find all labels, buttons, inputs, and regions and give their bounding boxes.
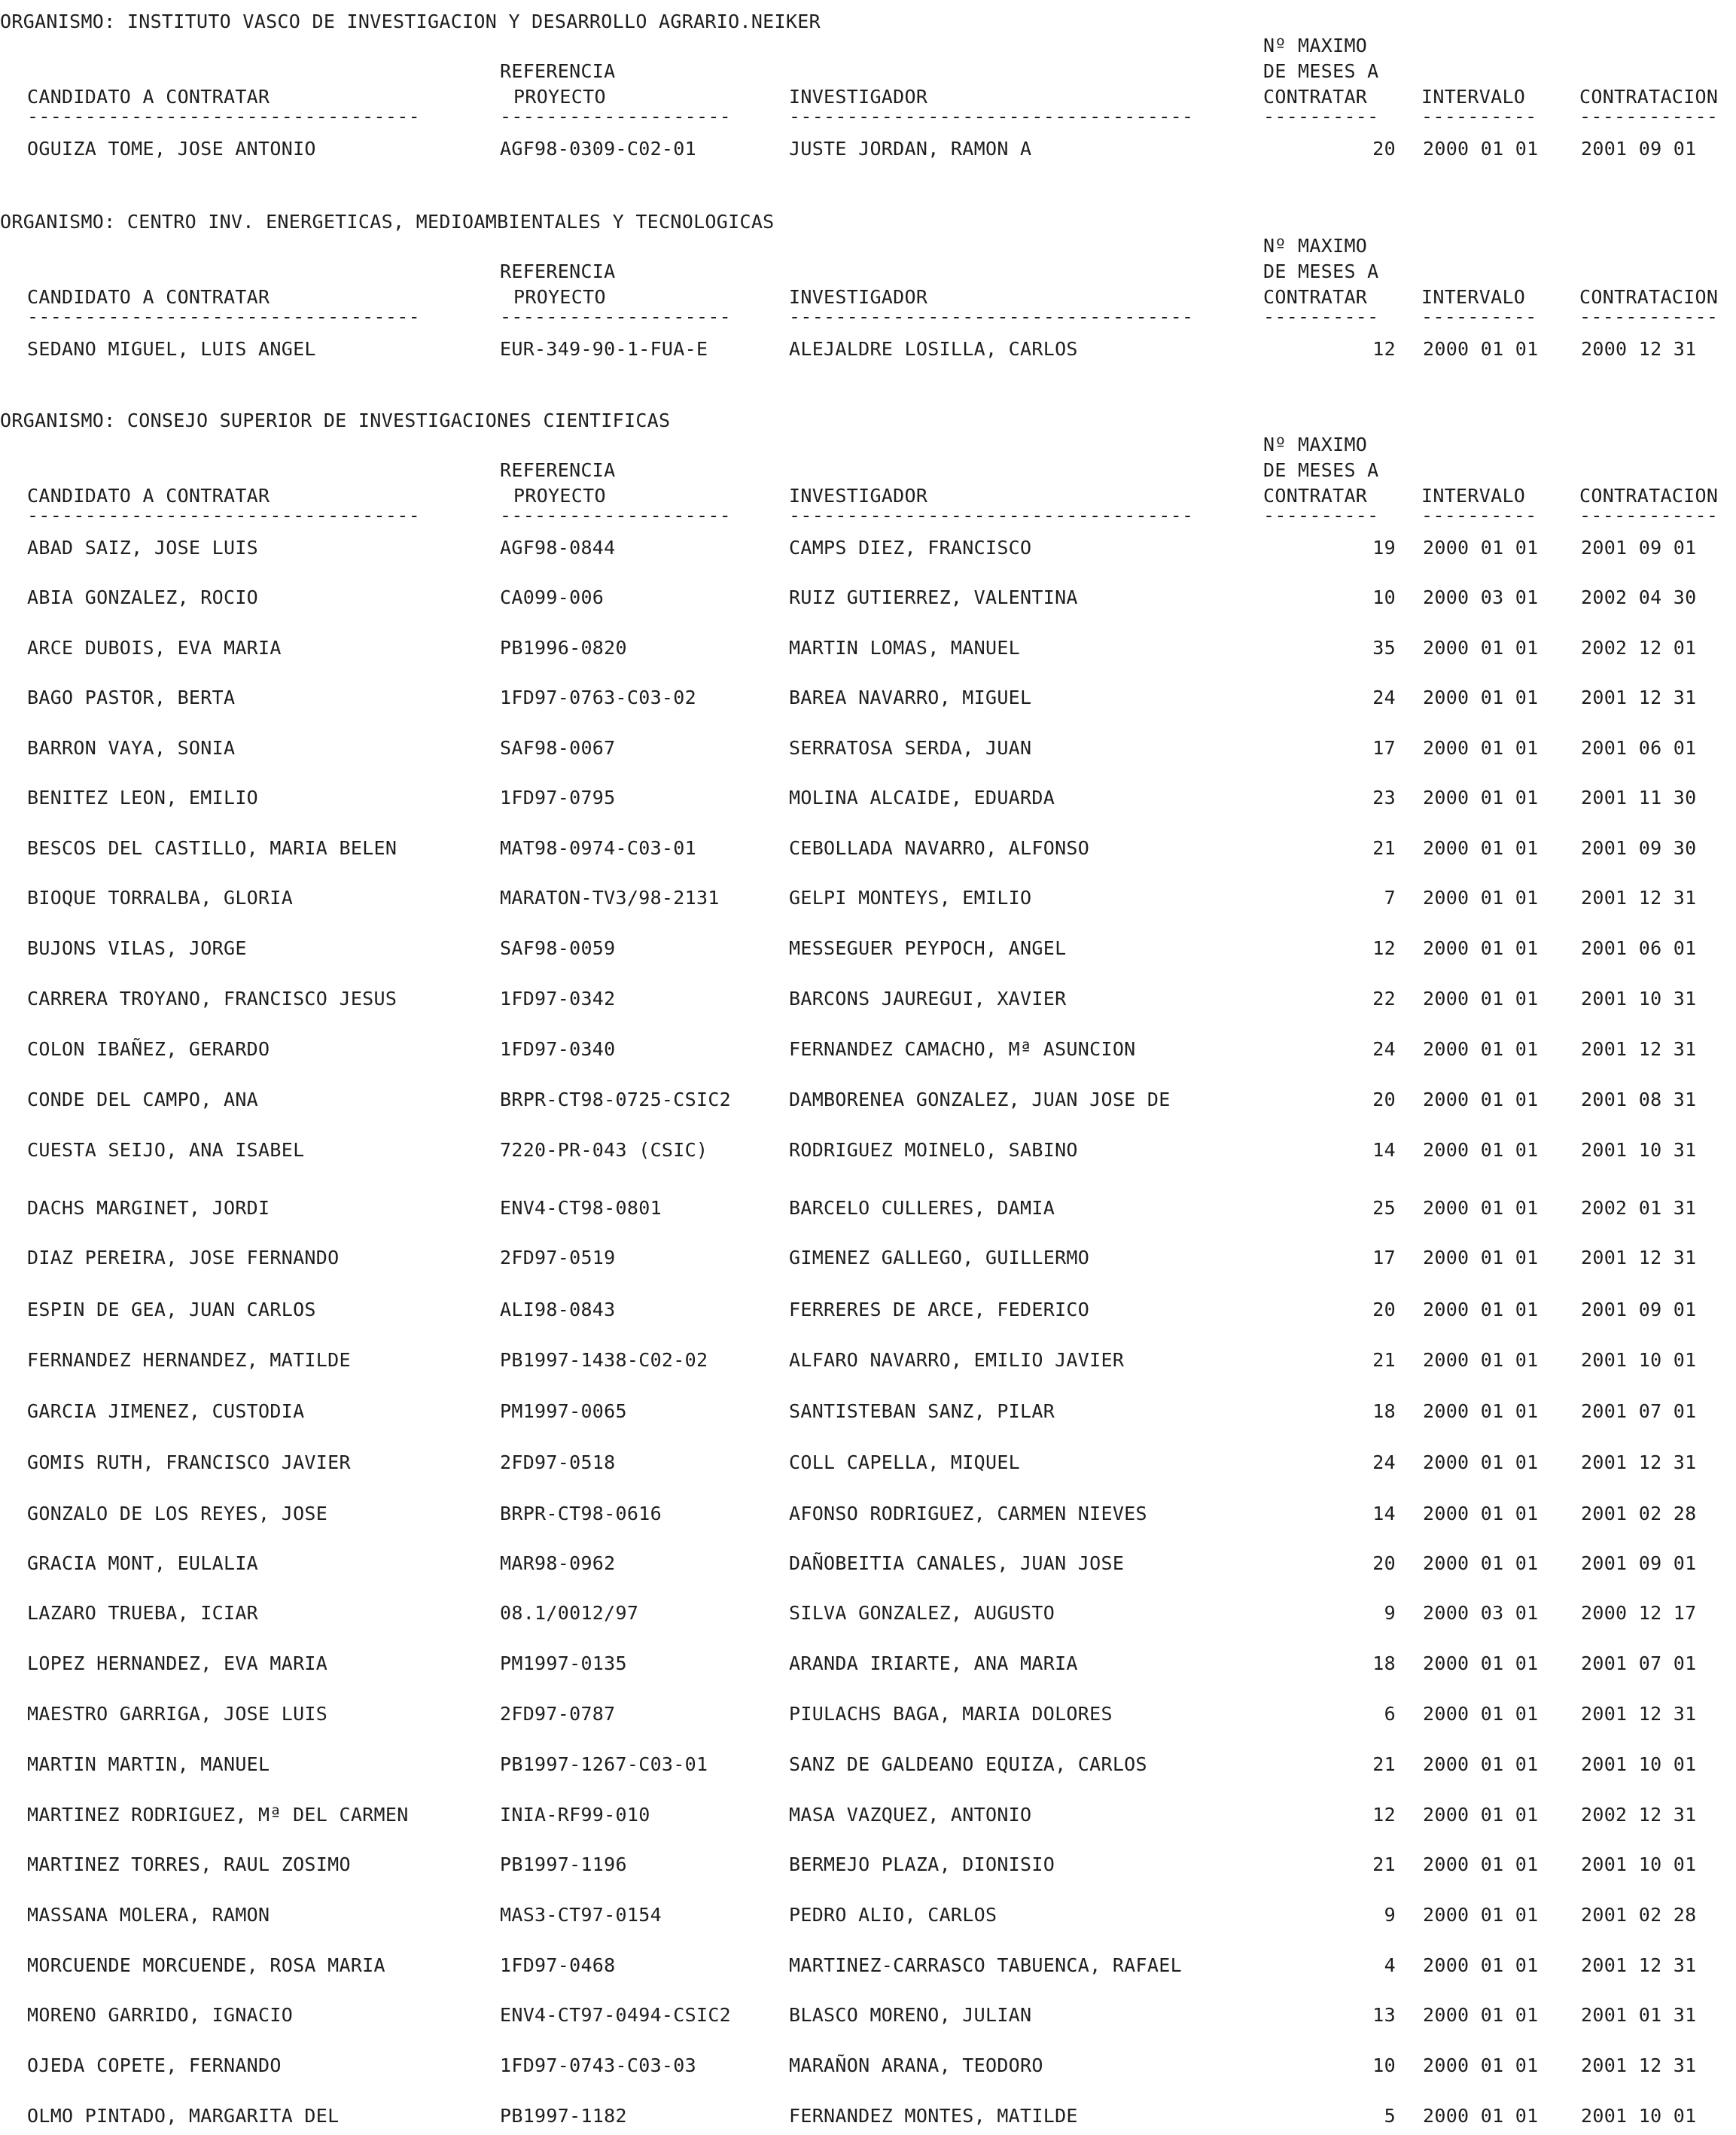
table-row — [0, 2105, 1736, 2135]
meses-cell: 20 — [1372, 138, 1396, 160]
intervalo-cell: 2000 01 01 — [1423, 1197, 1539, 1219]
candidato-cell: MAESTRO GARRIGA, JOSE LUIS — [27, 1703, 328, 1725]
header-referencia: REFERENCIA — [500, 459, 616, 481]
referencia-cell: ENV4-CT98-0801 — [500, 1197, 662, 1219]
dash-max: ---------- — [1263, 306, 1379, 327]
meses-cell: 12 — [1372, 338, 1396, 360]
referencia-cell: MAS3-CT97-0154 — [500, 1904, 662, 1926]
header-proyecto: PROYECTO — [513, 485, 606, 507]
investigador-cell: DAÑOBEITIA CANALES, JUAN JOSE — [789, 1552, 1125, 1574]
contratacion-cell: 2001 12 31 — [1581, 687, 1697, 708]
referencia-cell: 08.1/0012/97 — [500, 1602, 639, 1624]
investigador-cell: JUSTE JORDAN, RAMON A — [789, 138, 1032, 160]
meses-cell: 22 — [1372, 988, 1396, 1010]
referencia-cell: 1FD97-0340 — [500, 1038, 616, 1060]
candidato-cell: DACHS MARGINET, JORDI — [27, 1197, 270, 1219]
candidato-cell: GARCIA JIMENEZ, CUSTODIA — [27, 1400, 305, 1422]
investigador-cell: MARTIN LOMAS, MANUEL — [789, 637, 1021, 659]
contratacion-cell: 2001 10 01 — [1581, 1349, 1697, 1371]
contratacion-cell: 2001 08 31 — [1581, 1089, 1697, 1110]
investigador-cell: RODRIGUEZ MOINELO, SABINO — [789, 1139, 1078, 1161]
intervalo-cell: 2000 01 01 — [1423, 1552, 1539, 1574]
contratacion-cell: 2001 09 01 — [1581, 1552, 1697, 1574]
referencia-cell: PM1997-0065 — [500, 1400, 627, 1422]
intervalo-cell: 2000 01 01 — [1423, 737, 1539, 759]
meses-cell: 25 — [1372, 1197, 1396, 1219]
candidato-cell: ABIA GONZALEZ, ROCIO — [27, 586, 259, 608]
header-investigador: INVESTIGADOR — [789, 485, 928, 507]
candidato-cell: ABAD SAIZ, JOSE LUIS — [27, 537, 259, 559]
contratacion-cell: 2001 10 01 — [1581, 2105, 1697, 2127]
header-contratacion: CONTRATACION — [1579, 485, 1719, 507]
table-row — [0, 1089, 1736, 1119]
intervalo-cell: 2000 01 01 — [1423, 2004, 1539, 2026]
candidato-cell: GRACIA MONT, EULALIA — [27, 1552, 259, 1574]
intervalo-cell: 2000 01 01 — [1423, 1853, 1539, 1875]
candidato-cell: ESPIN DE GEA, JUAN CARLOS — [27, 1299, 316, 1320]
meses-cell: 13 — [1372, 2004, 1396, 2026]
contratacion-cell: 2001 09 01 — [1581, 537, 1697, 559]
referencia-cell: 1FD97-0743-C03-03 — [500, 2054, 696, 2076]
investigador-cell: COLL CAPELLA, MIQUEL — [789, 1451, 1021, 1473]
header-max-line3: CONTRATAR — [1263, 86, 1368, 108]
dash-max: ---------- — [1263, 105, 1379, 127]
intervalo-cell: 2000 01 01 — [1423, 1139, 1539, 1161]
referencia-cell: BRPR-CT98-0616 — [500, 1503, 662, 1524]
contratacion-cell: 2001 09 01 — [1581, 1299, 1697, 1320]
contratacion-cell: 2002 12 31 — [1581, 1804, 1697, 1826]
candidato-cell: COLON IBAÑEZ, GERARDO — [27, 1038, 270, 1060]
candidato-cell: DIAZ PEREIRA, JOSE FERNANDO — [27, 1247, 340, 1269]
referencia-cell: PB1997-1196 — [500, 1853, 627, 1875]
referencia-cell: ENV4-CT97-0494-CSIC2 — [500, 2004, 732, 2026]
table-row — [0, 1652, 1736, 1683]
table-row — [0, 1451, 1736, 1482]
investigador-cell: GIMENEZ GALLEGO, GUILLERMO — [789, 1247, 1090, 1269]
intervalo-cell: 2000 01 01 — [1423, 1503, 1539, 1524]
meses-cell: 10 — [1372, 586, 1396, 608]
table-row — [0, 837, 1736, 867]
meses-cell: 18 — [1372, 1652, 1396, 1674]
intervalo-cell: 2000 01 01 — [1423, 937, 1539, 959]
table-row — [0, 1247, 1736, 1277]
candidato-cell: CONDE DEL CAMPO, ANA — [27, 1089, 259, 1110]
referencia-cell: AGF98-0844 — [500, 537, 616, 559]
table-row — [0, 586, 1736, 617]
dash-max: ---------- — [1263, 504, 1379, 526]
candidato-cell: ARCE DUBOIS, EVA MARIA — [27, 637, 282, 659]
dash-intervalo: ---------- — [1421, 105, 1537, 127]
investigador-cell: SILVA GONZALEZ, AUGUSTO — [789, 1602, 1055, 1624]
referencia-cell: 2FD97-0519 — [500, 1247, 616, 1269]
intervalo-cell: 2000 01 01 — [1423, 1804, 1539, 1826]
referencia-cell: PM1997-0135 — [500, 1652, 627, 1674]
investigador-cell: FERNANDEZ MONTES, MATILDE — [789, 2105, 1078, 2127]
table-row — [0, 1602, 1736, 1632]
intervalo-cell: 2000 01 01 — [1423, 1954, 1539, 1976]
intervalo-cell: 2000 01 01 — [1423, 537, 1539, 559]
meses-cell: 21 — [1372, 1753, 1396, 1775]
dash-investigador: ----------------------------------- — [789, 105, 1194, 127]
header-max-line3: CONTRATAR — [1263, 286, 1368, 308]
intervalo-cell: 2000 01 01 — [1423, 1349, 1539, 1371]
table-row — [0, 338, 1736, 368]
dash-investigador: ----------------------------------- — [789, 306, 1194, 327]
header-max-line2: DE MESES A — [1263, 60, 1379, 82]
table-row — [0, 2004, 1736, 2034]
table-row — [0, 737, 1736, 767]
investigador-cell: DAMBORENEA GONZALEZ, JUAN JOSE DE — [789, 1089, 1171, 1110]
investigador-cell: MARTINEZ-CARRASCO TABUENCA, RAFAEL — [789, 1954, 1182, 1976]
referencia-cell: MAT98-0974-C03-01 — [500, 837, 696, 859]
investigador-cell: PIULACHS BAGA, MARIA DOLORES — [789, 1703, 1113, 1725]
header-max-line3: CONTRATAR — [1263, 485, 1368, 507]
contratacion-cell: 2002 01 31 — [1581, 1197, 1697, 1219]
investigador-cell: BARCONS JAUREGUI, XAVIER — [789, 988, 1067, 1010]
referencia-cell: PB1996-0820 — [500, 637, 627, 659]
header-candidato: CANDIDATO A CONTRATAR — [27, 286, 270, 308]
intervalo-cell: 2000 01 01 — [1423, 1299, 1539, 1320]
candidato-cell: BARRON VAYA, SONIA — [27, 737, 236, 759]
header-referencia: REFERENCIA — [500, 60, 616, 82]
contratacion-cell: 2001 09 30 — [1581, 837, 1697, 859]
investigador-cell: AFONSO RODRIGUEZ, CARMEN NIEVES — [789, 1503, 1147, 1524]
candidato-cell: OGUIZA TOME, JOSE ANTONIO — [27, 138, 316, 160]
contratacion-cell: 2001 06 01 — [1581, 937, 1697, 959]
header-proyecto: PROYECTO — [513, 86, 606, 108]
table-row — [0, 1804, 1736, 1834]
referencia-cell: ALI98-0843 — [500, 1299, 616, 1320]
table-row — [0, 1400, 1736, 1430]
referencia-cell: MAR98-0962 — [500, 1552, 616, 1574]
referencia-cell: CA099-006 — [500, 586, 605, 608]
intervalo-cell: 2000 01 01 — [1423, 637, 1539, 659]
intervalo-cell: 2000 01 01 — [1423, 1703, 1539, 1725]
meses-cell: 9 — [1384, 1904, 1396, 1926]
meses-cell: 9 — [1384, 1602, 1396, 1624]
dash-contratacion: ------------ — [1579, 105, 1719, 127]
investigador-cell: ARANDA IRIARTE, ANA MARIA — [789, 1652, 1078, 1674]
candidato-cell: OLMO PINTADO, MARGARITA DEL — [27, 2105, 340, 2127]
dash-referencia: -------------------- — [500, 306, 732, 327]
meses-cell: 6 — [1384, 1703, 1396, 1725]
contratacion-cell: 2001 12 31 — [1581, 1954, 1697, 1976]
investigador-cell: RUIZ GUTIERREZ, VALENTINA — [789, 586, 1078, 608]
meses-cell: 20 — [1372, 1552, 1396, 1574]
header-intervalo: INTERVALO — [1421, 485, 1526, 507]
contratacion-cell: 2001 12 31 — [1581, 2054, 1697, 2076]
referencia-cell: SAF98-0059 — [500, 937, 616, 959]
referencia-cell: PB1997-1438-C02-02 — [500, 1349, 708, 1371]
contratacion-cell: 2001 09 01 — [1581, 138, 1697, 160]
table-row — [0, 1349, 1736, 1379]
table-row — [0, 1299, 1736, 1329]
intervalo-cell: 2000 01 01 — [1423, 1904, 1539, 1926]
header-max-line2: DE MESES A — [1263, 260, 1379, 282]
meses-cell: 21 — [1372, 1349, 1396, 1371]
intervalo-cell: 2000 03 01 — [1423, 1602, 1539, 1624]
meses-cell: 23 — [1372, 787, 1396, 809]
candidato-cell: CARRERA TROYANO, FRANCISCO JESUS — [27, 988, 397, 1010]
candidato-cell: BAGO PASTOR, BERTA — [27, 687, 236, 708]
intervalo-cell: 2000 01 01 — [1423, 2054, 1539, 2076]
header-intervalo: INTERVALO — [1421, 86, 1526, 108]
dash-candidato: ---------------------------------- — [27, 306, 420, 327]
candidato-cell: LAZARO TRUEBA, ICIAR — [27, 1602, 259, 1624]
intervalo-cell: 2000 01 01 — [1423, 1451, 1539, 1473]
meses-cell: 24 — [1372, 1451, 1396, 1473]
meses-cell: 10 — [1372, 2054, 1396, 2076]
contratacion-cell: 2001 10 01 — [1581, 1753, 1697, 1775]
meses-cell: 20 — [1372, 1089, 1396, 1110]
table-row — [0, 787, 1736, 817]
meses-cell: 21 — [1372, 837, 1396, 859]
candidato-cell: CUESTA SEIJO, ANA ISABEL — [27, 1139, 305, 1161]
candidato-cell: OJEDA COPETE, FERNANDO — [27, 2054, 282, 2076]
meses-cell: 4 — [1384, 1954, 1396, 1976]
header-proyecto: PROYECTO — [513, 286, 606, 308]
investigador-cell: BLASCO MORENO, JULIAN — [789, 2004, 1032, 2026]
organismo-section — [0, 399, 1736, 2127]
header-contratacion: CONTRATACION — [1579, 86, 1719, 108]
contratacion-cell: 2000 12 31 — [1581, 338, 1697, 360]
contratacion-cell: 2001 10 31 — [1581, 1139, 1697, 1161]
contratacion-cell: 2001 12 31 — [1581, 1451, 1697, 1473]
contratacion-cell: 2001 02 28 — [1581, 1904, 1697, 1926]
referencia-cell: PB1997-1267-C03-01 — [500, 1753, 708, 1775]
table-row — [0, 1552, 1736, 1582]
dash-referencia: -------------------- — [500, 504, 732, 526]
intervalo-cell: 2000 01 01 — [1423, 887, 1539, 909]
intervalo-cell: 2000 01 01 — [1423, 338, 1539, 360]
header-investigador: INVESTIGADOR — [789, 286, 928, 308]
dash-referencia: -------------------- — [500, 105, 732, 127]
candidato-cell: GONZALO DE LOS REYES, JOSE — [27, 1503, 328, 1524]
referencia-cell: AGF98-0309-C02-01 — [500, 138, 696, 160]
table-row — [0, 138, 1736, 168]
contratacion-cell: 2001 12 31 — [1581, 1038, 1697, 1060]
table-row — [0, 1904, 1736, 1934]
dash-intervalo: ---------- — [1421, 306, 1537, 327]
referencia-cell: 1FD97-0763-C03-02 — [500, 687, 696, 708]
meses-cell: 17 — [1372, 737, 1396, 759]
meses-cell: 14 — [1372, 1503, 1396, 1524]
investigador-cell: BAREA NAVARRO, MIGUEL — [789, 687, 1032, 708]
investigador-cell: MARAÑON ARANA, TEODORO — [789, 2054, 1043, 2076]
candidato-cell: MORCUENDE MORCUENDE, ROSA MARIA — [27, 1954, 385, 1976]
investigador-cell: MASA VAZQUEZ, ANTONIO — [789, 1804, 1032, 1826]
contratacion-cell: 2000 12 17 — [1581, 1602, 1697, 1624]
dash-contratacion: ------------ — [1579, 306, 1719, 327]
contratacion-cell: 2001 10 31 — [1581, 988, 1697, 1010]
table-row — [0, 1954, 1736, 1984]
meses-cell: 24 — [1372, 1038, 1396, 1060]
referencia-cell: 1FD97-0795 — [500, 787, 616, 809]
header-max-line1: Nº MAXIMO — [1263, 35, 1368, 56]
table-row — [0, 1139, 1736, 1169]
meses-cell: 20 — [1372, 1299, 1396, 1320]
organismo-section — [0, 0, 1736, 196]
organismo-title: ORGANISMO: CONSEJO SUPERIOR DE INVESTIGACIONES CIENTIFICAS — [0, 410, 671, 431]
contratacion-cell: 2001 02 28 — [1581, 1503, 1697, 1524]
table-row — [0, 988, 1736, 1018]
referencia-cell: EUR-349-90-1-FUA-E — [500, 338, 708, 360]
contratacion-cell: 2001 10 01 — [1581, 1853, 1697, 1875]
table-row — [0, 937, 1736, 967]
meses-cell: 21 — [1372, 1853, 1396, 1875]
intervalo-cell: 2000 01 01 — [1423, 687, 1539, 708]
table-row — [0, 1197, 1736, 1227]
header-referencia: REFERENCIA — [500, 260, 616, 282]
investigador-cell: MESSEGUER PEYPOCH, ANGEL — [789, 937, 1067, 959]
table-row — [0, 687, 1736, 717]
header-candidato: CANDIDATO A CONTRATAR — [27, 485, 270, 507]
intervalo-cell: 2000 01 01 — [1423, 1038, 1539, 1060]
contratacion-cell: 2001 07 01 — [1581, 1400, 1697, 1422]
referencia-cell: MARATON-TV3/98-2131 — [500, 887, 720, 909]
header-intervalo: INTERVALO — [1421, 286, 1526, 308]
candidato-cell: FERNANDEZ HERNANDEZ, MATILDE — [27, 1349, 351, 1371]
meses-cell: 24 — [1372, 687, 1396, 708]
intervalo-cell: 2000 01 01 — [1423, 1753, 1539, 1775]
intervalo-cell: 2000 01 01 — [1423, 1652, 1539, 1674]
header-max-line2: DE MESES A — [1263, 459, 1379, 481]
investigador-cell: ALEJALDRE LOSILLA, CARLOS — [789, 338, 1078, 360]
meses-cell: 12 — [1372, 1804, 1396, 1826]
intervalo-cell: 2000 01 01 — [1423, 138, 1539, 160]
candidato-cell: GOMIS RUTH, FRANCISCO JAVIER — [27, 1451, 351, 1473]
investigador-cell: ALFARO NAVARRO, EMILIO JAVIER — [789, 1349, 1125, 1371]
organismo-title: ORGANISMO: INSTITUTO VASCO DE INVESTIGACION Y DESARROLLO AGRARIO.NEIKER — [0, 11, 821, 32]
intervalo-cell: 2000 01 01 — [1423, 1089, 1539, 1110]
header-max-line1: Nº MAXIMO — [1263, 235, 1368, 257]
meses-cell: 14 — [1372, 1139, 1396, 1161]
table-row — [0, 537, 1736, 567]
header-contratacion: CONTRATACION — [1579, 286, 1719, 308]
dash-intervalo: ---------- — [1421, 504, 1537, 526]
meses-cell: 19 — [1372, 537, 1396, 559]
referencia-cell: INIA-RF99-010 — [500, 1804, 650, 1826]
candidato-cell: BUJONS VILAS, JORGE — [27, 937, 247, 959]
header-investigador: INVESTIGADOR — [789, 86, 928, 108]
intervalo-cell: 2000 01 01 — [1423, 837, 1539, 859]
candidato-cell: MORENO GARRIDO, IGNACIO — [27, 2004, 294, 2026]
candidato-cell: MARTINEZ RODRIGUEZ, Mª DEL CARMEN — [27, 1804, 409, 1826]
contratacion-cell: 2001 12 31 — [1581, 887, 1697, 909]
organismo-title: ORGANISMO: CENTRO INV. ENERGETICAS, MEDIOAMBIENTALES Y TECNOLOGICAS — [0, 211, 775, 233]
investigador-cell: CAMPS DIEZ, FRANCISCO — [789, 537, 1032, 559]
contratacion-cell: 2001 11 30 — [1581, 787, 1697, 809]
referencia-cell: SAF98-0067 — [500, 737, 616, 759]
meses-cell: 35 — [1372, 637, 1396, 659]
investigador-cell: SERRATOSA SERDA, JUAN — [789, 737, 1032, 759]
dash-candidato: ---------------------------------- — [27, 105, 420, 127]
investigador-cell: BARCELO CULLERES, DAMIA — [789, 1197, 1055, 1219]
intervalo-cell: 2000 01 01 — [1423, 988, 1539, 1010]
candidato-cell: MASSANA MOLERA, RAMON — [27, 1904, 270, 1926]
table-row — [0, 1038, 1736, 1068]
referencia-cell: 7220-PR-043 (CSIC) — [500, 1139, 708, 1161]
investigador-cell: SANZ DE GALDEANO EQUIZA, CARLOS — [789, 1753, 1147, 1775]
organismo-section — [0, 200, 1736, 396]
candidato-cell: BIOQUE TORRALBA, GLORIA — [27, 887, 294, 909]
meses-cell: 17 — [1372, 1247, 1396, 1269]
candidato-cell: SEDANO MIGUEL, LUIS ANGEL — [27, 338, 316, 360]
investigador-cell: CEBOLLADA NAVARRO, ALFONSO — [789, 837, 1090, 859]
contratacion-cell: 2002 04 30 — [1581, 586, 1697, 608]
intervalo-cell: 2000 01 01 — [1423, 787, 1539, 809]
intervalo-cell: 2000 01 01 — [1423, 2105, 1539, 2127]
contratacion-cell: 2002 12 01 — [1581, 637, 1697, 659]
table-row — [0, 2054, 1736, 2085]
header-max-line1: Nº MAXIMO — [1263, 434, 1368, 455]
referencia-cell: 2FD97-0518 — [500, 1451, 616, 1473]
header-candidato: CANDIDATO A CONTRATAR — [27, 86, 270, 108]
meses-cell: 18 — [1372, 1400, 1396, 1422]
dash-investigador: ----------------------------------- — [789, 504, 1194, 526]
referencia-cell: 2FD97-0787 — [500, 1703, 616, 1725]
table-row — [0, 1853, 1736, 1884]
candidato-cell: LOPEZ HERNANDEZ, EVA MARIA — [27, 1652, 328, 1674]
contratacion-cell: 2001 07 01 — [1581, 1652, 1697, 1674]
referencia-cell: PB1997-1182 — [500, 2105, 627, 2127]
investigador-cell: BERMEJO PLAZA, DIONISIO — [789, 1853, 1055, 1875]
investigador-cell: GELPI MONTEYS, EMILIO — [789, 887, 1032, 909]
referencia-cell: 1FD97-0342 — [500, 988, 616, 1010]
contratacion-cell: 2001 12 31 — [1581, 1247, 1697, 1269]
contratacion-cell: 2001 01 31 — [1581, 2004, 1697, 2026]
investigador-cell: SANTISTEBAN SANZ, PILAR — [789, 1400, 1055, 1422]
referencia-cell: 1FD97-0468 — [500, 1954, 616, 1976]
contratacion-cell: 2001 12 31 — [1581, 1703, 1697, 1725]
meses-cell: 7 — [1384, 887, 1396, 909]
candidato-cell: MARTIN MARTIN, MANUEL — [27, 1753, 270, 1775]
meses-cell: 5 — [1384, 2105, 1396, 2127]
contratacion-cell: 2001 06 01 — [1581, 737, 1697, 759]
intervalo-cell: 2000 03 01 — [1423, 586, 1539, 608]
dash-contratacion: ------------ — [1579, 504, 1719, 526]
candidato-cell: BESCOS DEL CASTILLO, MARIA BELEN — [27, 837, 397, 859]
table-row — [0, 1703, 1736, 1733]
table-row — [0, 1753, 1736, 1783]
investigador-cell: FERRERES DE ARCE, FEDERICO — [789, 1299, 1090, 1320]
intervalo-cell: 2000 01 01 — [1423, 1400, 1539, 1422]
meses-cell: 12 — [1372, 937, 1396, 959]
candidato-cell: MARTINEZ TORRES, RAUL ZOSIMO — [27, 1853, 351, 1875]
investigador-cell: PEDRO ALIO, CARLOS — [789, 1904, 997, 1926]
investigador-cell: MOLINA ALCAIDE, EDUARDA — [789, 787, 1055, 809]
dash-candidato: ---------------------------------- — [27, 504, 420, 526]
table-row — [0, 887, 1736, 917]
investigador-cell: FERNANDEZ CAMACHO, Mª ASUNCION — [789, 1038, 1136, 1060]
intervalo-cell: 2000 01 01 — [1423, 1247, 1539, 1269]
referencia-cell: BRPR-CT98-0725-CSIC2 — [500, 1089, 732, 1110]
candidato-cell: BENITEZ LEON, EMILIO — [27, 787, 259, 809]
table-row — [0, 1503, 1736, 1533]
table-row — [0, 637, 1736, 667]
